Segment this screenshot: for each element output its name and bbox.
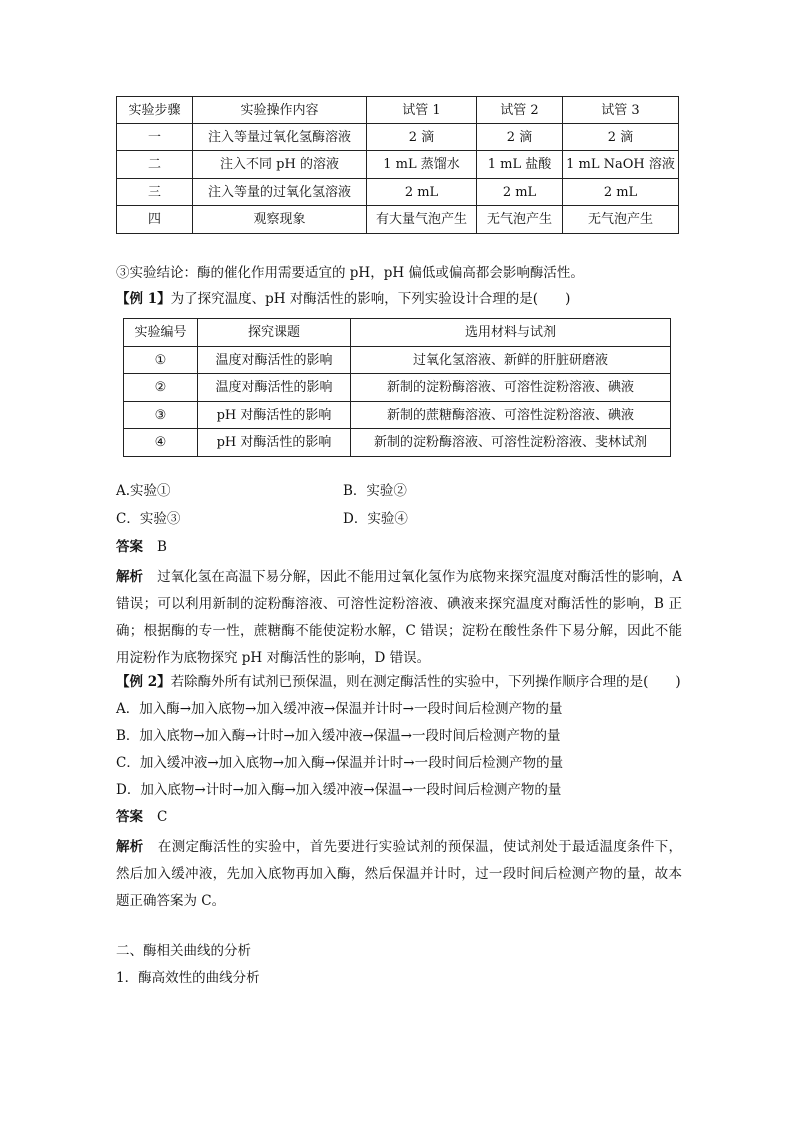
table-row (117, 124, 679, 151)
example2-analysis (116, 834, 682, 915)
table-row (117, 206, 679, 234)
example1-option-d: D．实验④ (343, 511, 408, 527)
table-cell: 2 mL (477, 179, 563, 206)
table-cell: ② (124, 374, 198, 402)
table-cell: 四 (117, 206, 193, 234)
example2-question (116, 672, 682, 692)
example1-answer (116, 537, 682, 557)
table-cell: 2 滴 (477, 124, 563, 151)
table-cell: 观察现象 (193, 206, 367, 234)
table-row (124, 402, 671, 429)
table-header-row (117, 97, 679, 124)
table-header-cell: 实验步骤 (117, 97, 193, 124)
table-cell: 无气泡产生 (563, 206, 679, 234)
example2-option-a: A．加入酶→加入底物→加入缓冲液→保温并计时→一段时间后检测产物的量 (116, 701, 563, 717)
table-header-cell: 试管 1 (367, 97, 477, 124)
example2-tag: 【例 2】 (116, 674, 171, 690)
table-header-cell: 试管 3 (563, 97, 679, 124)
experiment-conclusion: ③实验结论：酶的催化作用需要适宜的 pH，pH 偏低或偏高都会影响酶活性。 (116, 265, 584, 281)
table-cell: 三 (117, 179, 193, 206)
answer-label: 答案 (116, 809, 143, 825)
example1-tag: 【例 1】 (116, 291, 171, 307)
table-cell: 1 mL 蒸馏水 (367, 151, 477, 179)
table-cell: 温度对酶活性的影响 (198, 347, 351, 374)
example2-question-text: 若除酶外所有试剂已预保温，则在测定酶活性的实验中，下列操作顺序合理的是( ) (170, 674, 681, 690)
table-cell: 2 mL (367, 179, 477, 206)
table-header-cell: 试管 2 (477, 97, 563, 124)
table-cell: 注入不同 pH 的溶液 (193, 151, 367, 179)
table-cell: 新制的淀粉酶溶液、可溶性淀粉溶液、斐林试剂 (351, 429, 671, 457)
example2-option-d: D．加入底物→计时→加入酶→加入缓冲液→保温→一段时间后检测产物的量 (116, 782, 562, 798)
analysis-label: 解析 (116, 569, 144, 585)
table-cell: 有大量气泡产生 (367, 206, 477, 234)
example2-option-b: B．加入底物→加入酶→计时→加入缓冲液→保温→一段时间后检测产物的量 (116, 728, 561, 744)
table-cell: 2 滴 (563, 124, 679, 151)
example1-option-a: A.实验① (116, 483, 171, 499)
answer-value: C (157, 809, 168, 825)
table-cell: 温度对酶活性的影响 (198, 374, 351, 402)
table-cell: ① (124, 347, 198, 374)
table-cell: 新制的淀粉酶溶液、可溶性淀粉溶液、碘液 (351, 374, 671, 402)
example1-question (116, 289, 682, 309)
table-header-cell: 选用材料与试剂 (351, 319, 671, 347)
table-cell: 新制的蔗糖酶溶液、可溶性淀粉溶液、碘液 (351, 402, 671, 429)
table-header-cell: 实验操作内容 (193, 97, 367, 124)
table-cell: pH 对酶活性的影响 (198, 402, 351, 429)
table-cell: 1 mL 盐酸 (477, 151, 563, 179)
table-cell: ④ (124, 429, 198, 457)
table-cell: 1 mL NaOH 溶液 (563, 151, 679, 179)
example2-option-c: C．加入缓冲液→加入底物→加入酶→保温并计时→一段时间后检测产物的量 (116, 755, 564, 771)
table-cell: 无气泡产生 (477, 206, 563, 234)
example1-analysis (116, 564, 682, 672)
section-title: 二、酶相关曲线的分析 (116, 943, 251, 959)
example1-question-text: 为了探究温度、pH 对酶活性的影响，下列实验设计合理的是( ) (170, 291, 571, 307)
answer-label: 答案 (116, 539, 143, 555)
table-header-cell: 探究课题 (198, 319, 351, 347)
table-row (124, 347, 671, 374)
table-row (124, 429, 671, 457)
table-cell: pH 对酶活性的影响 (198, 429, 351, 457)
example1-table (123, 318, 671, 457)
table-header-row (124, 319, 671, 347)
table-row (117, 179, 679, 206)
example1-option-c: C．实验③ (116, 511, 181, 527)
table-cell: 一 (117, 124, 193, 151)
table-row (124, 374, 671, 402)
table-cell: 注入等量过氧化氢酶溶液 (193, 124, 367, 151)
experiment-steps-table (116, 96, 679, 234)
example1-option-b: B．实验② (343, 483, 407, 499)
answer-value: B (157, 539, 167, 555)
table-cell: 过氧化氢溶液、新鲜的肝脏研磨液 (351, 347, 671, 374)
example2-answer (116, 807, 682, 827)
table-header-cell: 实验编号 (124, 319, 198, 347)
table-cell: 注入等量的过氧化氢溶液 (193, 179, 367, 206)
subsection-title: 1．酶高效性的曲线分析 (116, 970, 260, 986)
analysis-label: 解析 (116, 839, 144, 855)
table-cell: ③ (124, 402, 198, 429)
table-cell: 二 (117, 151, 193, 179)
analysis-text: 过氧化氢在高温下易分解，因此不能用过氧化氢作为底物来探究温度对酶活性的影响，A 错误；可以利用新制的淀粉酶溶液、可溶性淀粉溶液、碘液来探究温度对酶活性的影响，B 正确；根据酶的专一性，蔗糖酶不能使淀粉水解，C 错误；淀粉在酸性条件下易分解，因此不能用淀粉作为底物探究 pH 对酶活性的影响，D 错误。 (116, 569, 683, 666)
table-cell: 2 mL (563, 179, 679, 206)
table-cell: 2 滴 (367, 124, 477, 151)
table-row (117, 151, 679, 179)
analysis-text: 在测定酶活性的实验中，首先要进行实验试剂的预保温，使试剂处于最适温度条件下，然后加入缓冲液，先加入底物再加入酶，然后保温并计时，过一段时间后检测产物的量，故本题正确答案为 C。 (116, 839, 683, 909)
